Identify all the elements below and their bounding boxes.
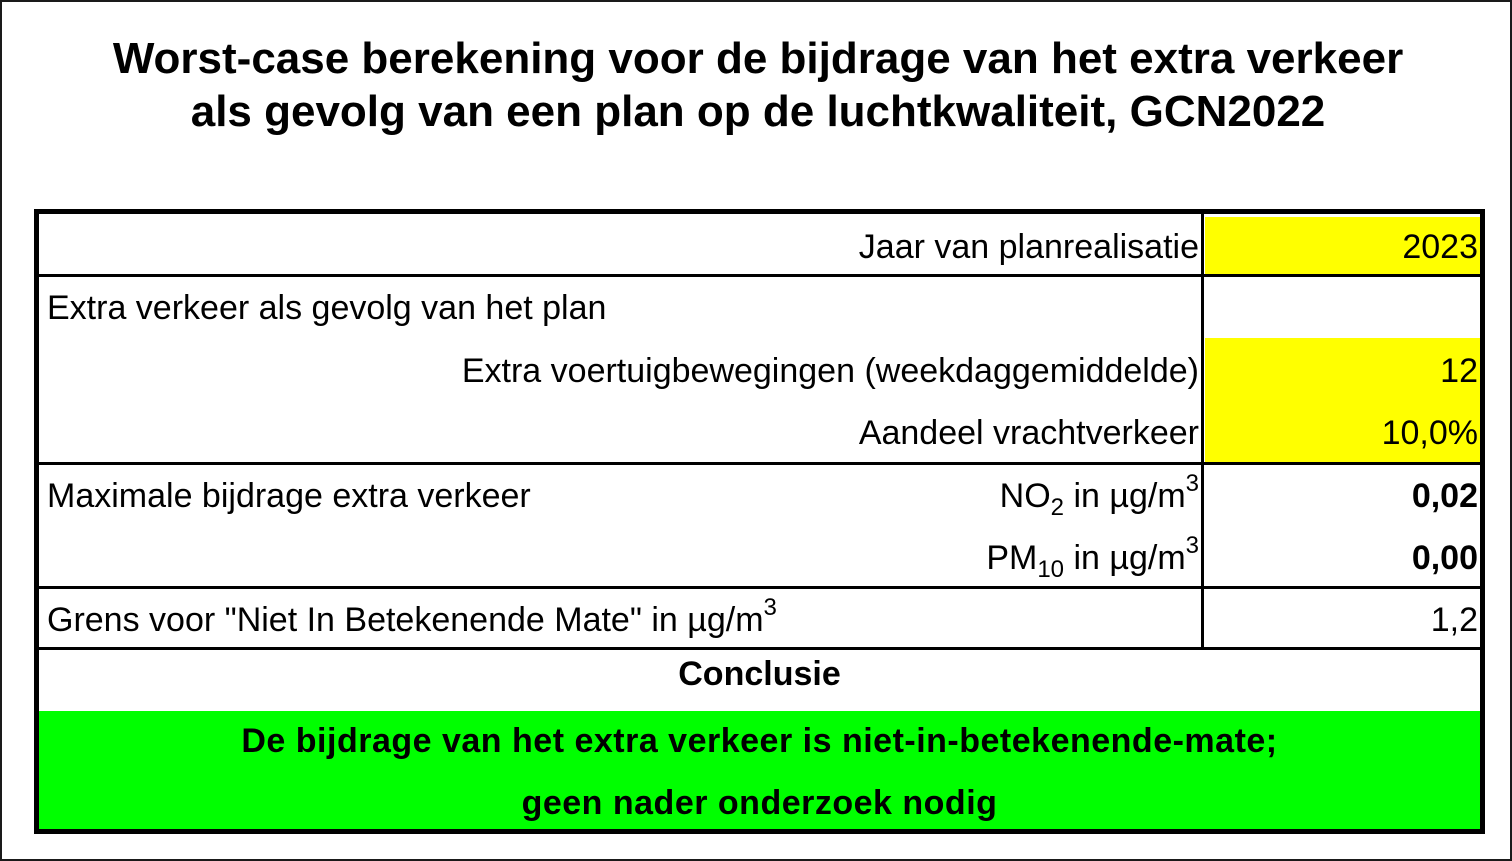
no2-superscript: 3: [1185, 470, 1199, 497]
page-title: [2, 32, 1512, 138]
conclusion-box: [39, 711, 1480, 829]
pm10-value: 0,00: [1411, 539, 1478, 577]
column-divider: [1201, 214, 1204, 650]
jaar-value: 2023: [1402, 228, 1478, 266]
jaar-value-cell[interactable]: [1205, 217, 1480, 275]
title-line-2: als gevolg van een plan op de luchtkwaliteit, GCN2022: [190, 87, 1326, 136]
grens-label: [47, 594, 777, 640]
grens-superscript: 3: [763, 594, 777, 621]
title-line-1: Worst-case berekening voor de bijdrage van het extra verkeer: [112, 34, 1404, 83]
no2-value: 0,02: [1411, 477, 1478, 515]
extra-verkeer-label: Extra verkeer als gevolg van het plan: [47, 289, 607, 327]
conclusion-heading: Conclusie: [678, 655, 841, 693]
no2-unit: in µg/m: [1064, 477, 1186, 515]
no2-prefix: NO: [999, 477, 1051, 515]
pm10-unit: in µg/m: [1064, 539, 1186, 577]
grens-value: 1,2: [1430, 601, 1478, 639]
row-divider: [39, 586, 1480, 589]
conclusion-line-1: De bijdrage van het extra verkeer is niet-in-betekenende-mate;: [241, 722, 1278, 760]
calculation-table: [34, 209, 1485, 834]
row-divider: [39, 647, 1480, 650]
voertuig-value: 12: [1440, 352, 1478, 390]
jaar-label: Jaar van planrealisatie: [858, 228, 1199, 266]
grens-label-text: Grens voor "Niet In Betekenende Mate" in µg/m: [47, 601, 764, 639]
vracht-value-cell[interactable]: [1205, 401, 1480, 462]
pm10-subscript: 10: [1037, 556, 1065, 583]
conclusion-line-2: geen nader onderzoek nodig: [521, 784, 998, 822]
no2-subscript: 2: [1050, 494, 1065, 521]
max-bijdrage-label: Maximale bijdrage extra verkeer: [47, 477, 531, 515]
row-divider: [39, 274, 1480, 277]
no2-label: [739, 470, 1199, 521]
vracht-label: Aandeel vrachtverkeer: [858, 414, 1199, 452]
pm10-label: [739, 532, 1199, 583]
voertuig-value-cell[interactable]: [1205, 338, 1480, 401]
pm10-prefix: PM: [986, 539, 1038, 577]
vracht-value: 10,0%: [1381, 414, 1478, 452]
row-divider: [39, 462, 1480, 465]
voertuig-label: Extra voertuigbewegingen (weekdaggemiddelde): [461, 352, 1199, 390]
pm10-superscript: 3: [1185, 532, 1199, 559]
